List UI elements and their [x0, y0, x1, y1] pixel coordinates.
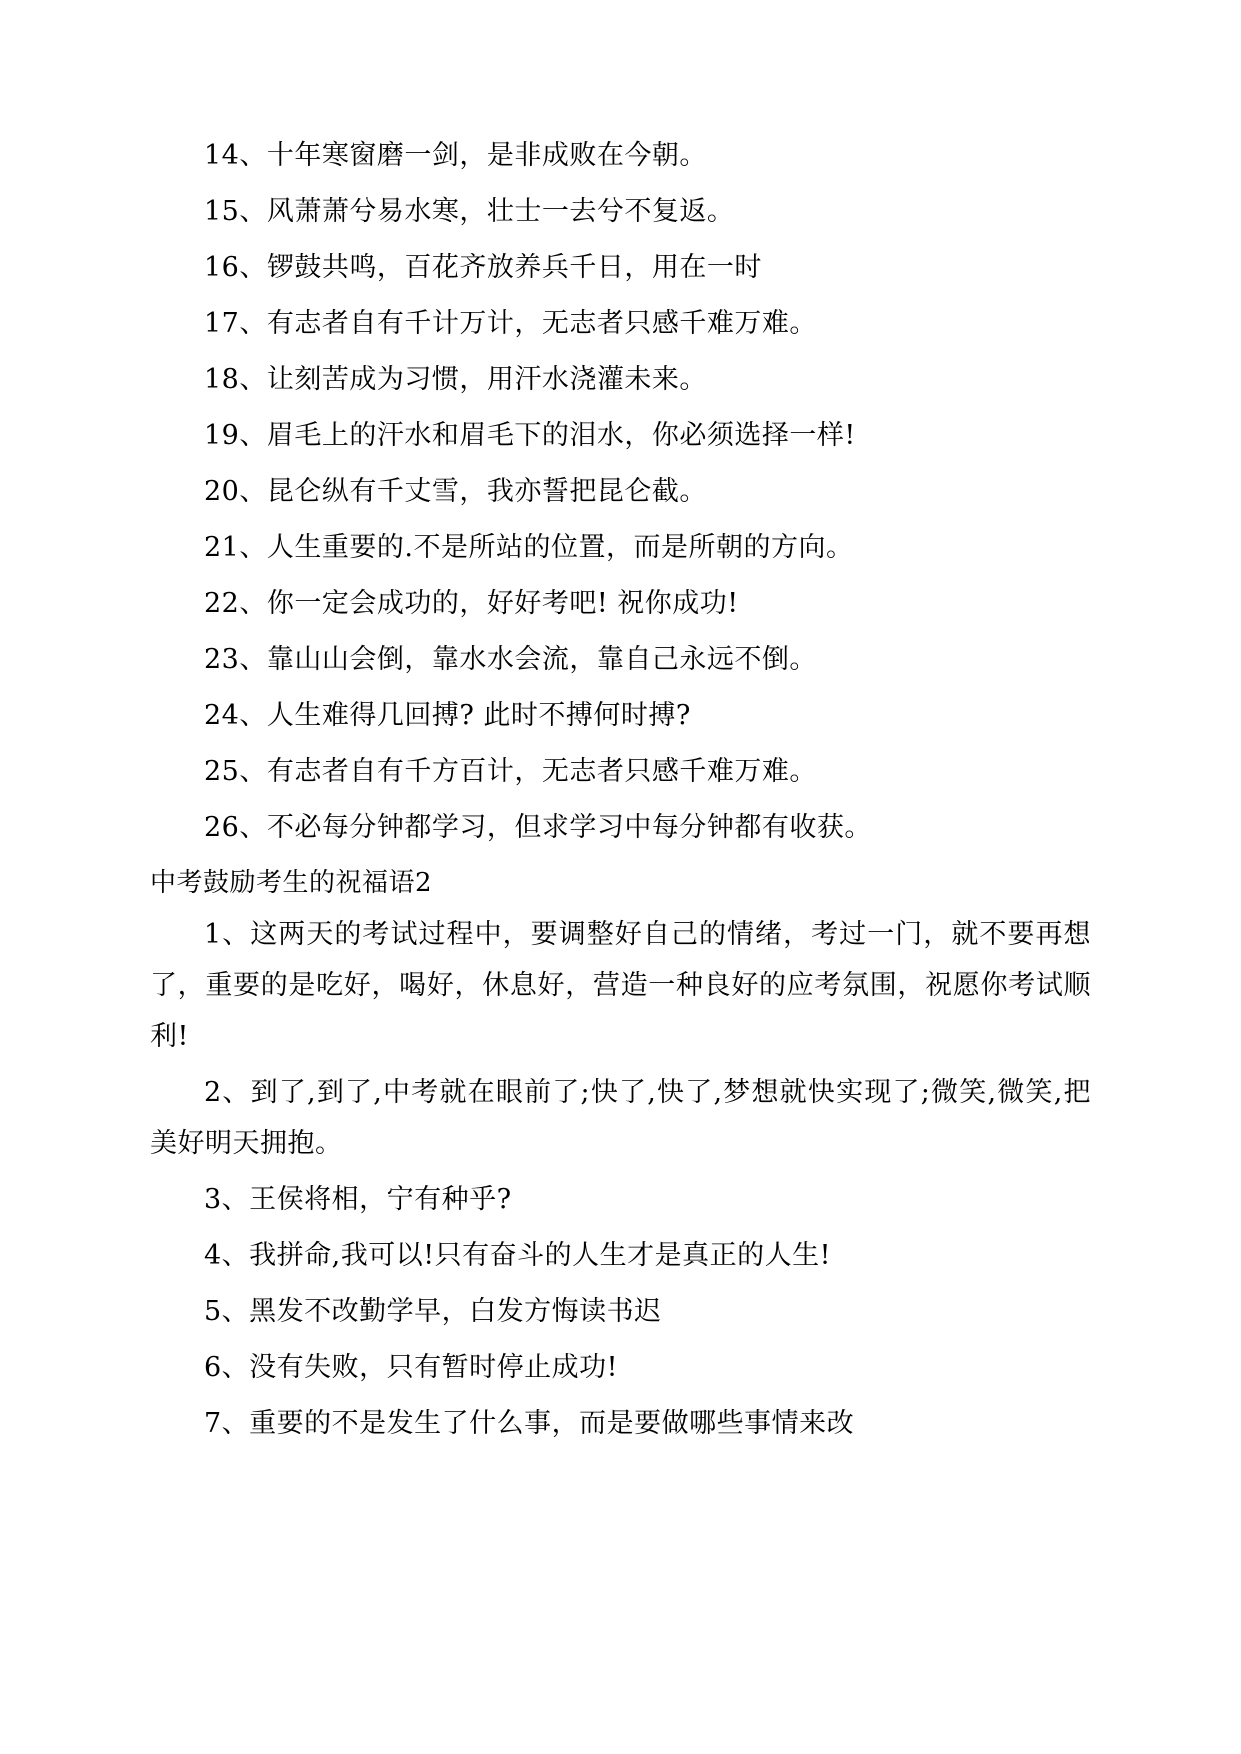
list-item: 17、有志者自有千计万计，无志者只感千难万难。: [204, 308, 817, 339]
list-item: 20、昆仑纵有千丈雪，我亦誓把昆仑截。: [204, 476, 707, 507]
list-item: 22、你一定会成功的，好好考吧! 祝你成功!: [204, 588, 739, 619]
list-item: 7、重要的不是发生了什么事，而是要做哪些事情来改: [204, 1408, 855, 1439]
list-item: 14、十年寒窗磨一剑，是非成败在今朝。: [204, 140, 707, 171]
list-item: 1、这两天的考试过程中，要调整好自己的情绪，考过一门，就不要再想了，重要的是吃好，喝好，休息好，营造一种良好的应考氛围，祝愿你考试顺利!: [150, 919, 1091, 1052]
list-item: 2、到了,到了,中考就在眼前了;快了,快了,梦想就快实现了;微笑,微笑,把美好明天拥抱。: [150, 1077, 1091, 1159]
list-item: 6、没有失败，只有暂时停止成功!: [204, 1352, 619, 1383]
list-item: 4、我拼命,我可以!只有奋斗的人生才是真正的人生!: [204, 1240, 831, 1271]
list-item: 5、黑发不改勤学早，白发方悔读书迟: [204, 1296, 662, 1327]
list-item: 25、有志者自有千方百计，无志者只感千难万难。: [204, 756, 817, 787]
list-item: 16、锣鼓共鸣，百花齐放养兵千日，用在一时: [204, 252, 762, 283]
list-item: 19、眉毛上的汗水和眉毛下的泪水，你必须选择一样!: [204, 420, 856, 451]
list-item: 21、人生重要的.不是所站的位置，而是所朝的方向。: [204, 532, 854, 563]
list-item: 24、人生难得几回搏? 此时不搏何时搏?: [204, 700, 691, 731]
list-item: 23、靠山山会倒，靠水水会流，靠自己永远不倒。: [204, 644, 817, 675]
section-heading: 中考鼓励考生的祝福语2: [150, 868, 433, 898]
list-item: 18、让刻苦成为习惯，用汗水浇灌未来。: [204, 364, 707, 395]
document-body: [150, 130, 1091, 1449]
list-item: 3、王侯将相，宁有种乎?: [204, 1184, 512, 1215]
list-item: 15、风萧萧兮易水寒，壮士一去兮不复返。: [204, 196, 735, 227]
list-item: 26、不必每分钟都学习，但求学习中每分钟都有收获。: [204, 812, 872, 843]
